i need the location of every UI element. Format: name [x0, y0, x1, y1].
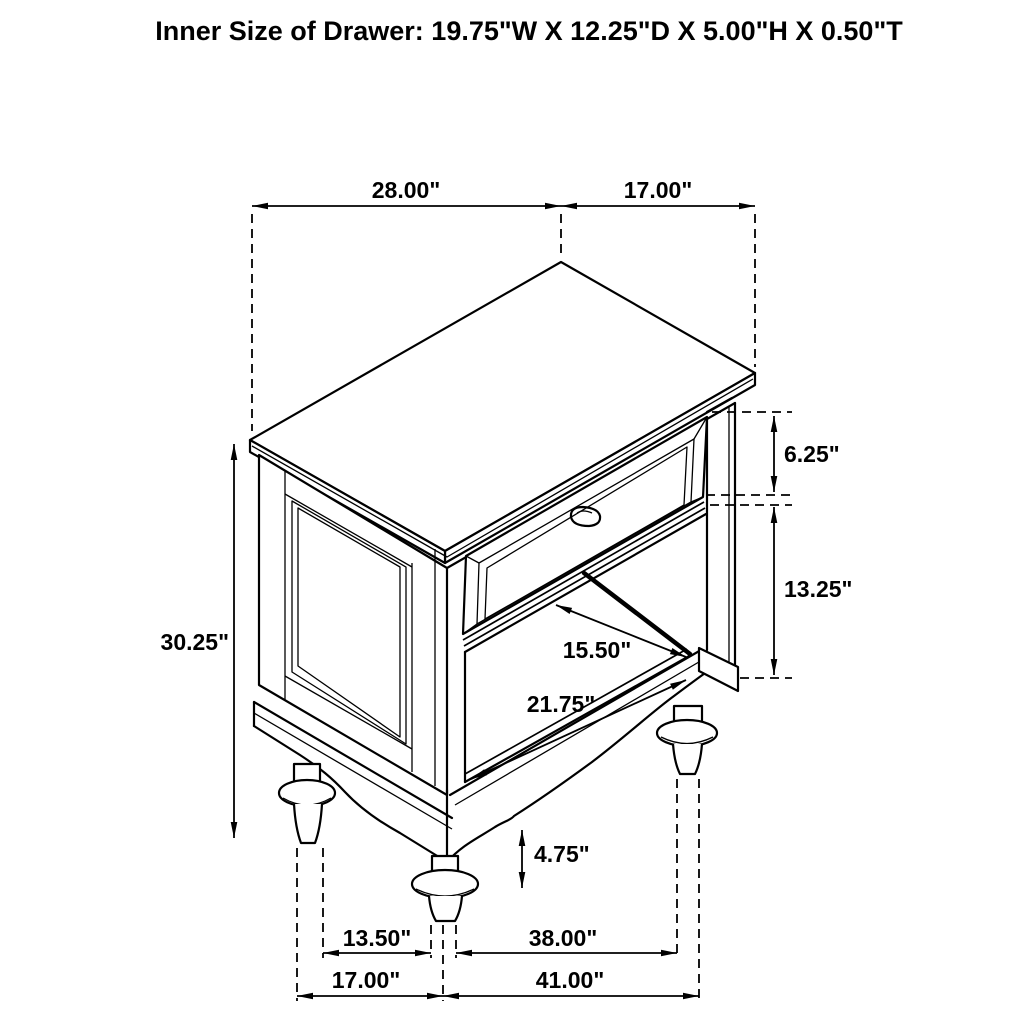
- dim-label-foot-height: 4.75": [534, 841, 590, 867]
- dim-label-feet-width-inner: 38.00": [528, 925, 598, 951]
- dim-label-drawer-front-height: 6.25": [784, 441, 840, 467]
- dim-label-top-depth: 17.00": [623, 177, 693, 203]
- dim-label-shelf-width: 21.75": [526, 691, 596, 717]
- dim-label-shelf-depth: 15.50": [562, 637, 632, 663]
- dim-label-feet-width-outer: 41.00": [535, 967, 605, 993]
- dim-label-opening-height: 13.25": [784, 576, 853, 602]
- dim-label-top-width: 28.00": [371, 177, 441, 203]
- dim-label-overall-height: 30.25": [160, 629, 229, 655]
- dim-label-feet-depth-inner: 13.50": [342, 925, 412, 951]
- page-title: Inner Size of Drawer: 19.75"W X 12.25"D X 5.00"H X 0.50"T: [155, 16, 903, 46]
- dim-label-feet-depth-outer: 17.00": [331, 967, 401, 993]
